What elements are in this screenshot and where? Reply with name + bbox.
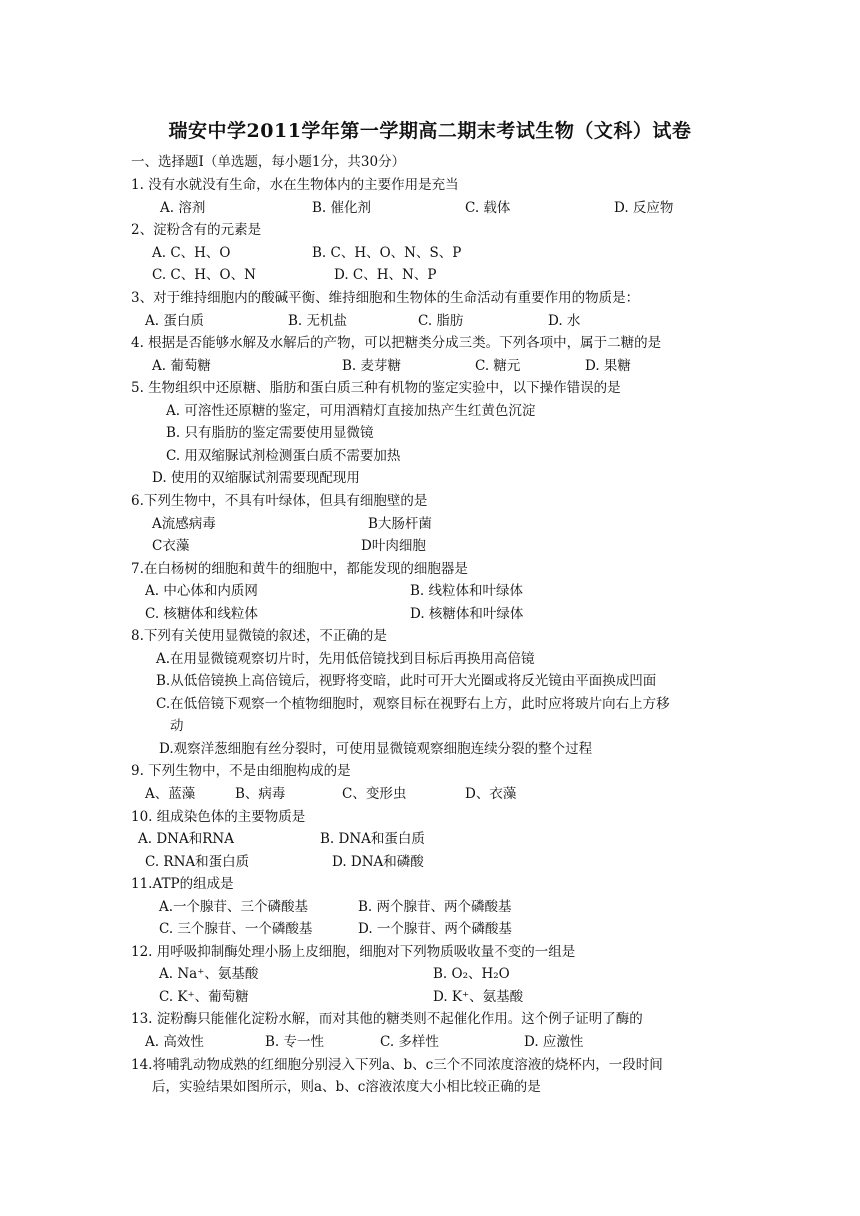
- q10-option-a: A. DNA和RNA: [138, 831, 234, 847]
- q9-option-a: A、蓝藻: [145, 786, 196, 802]
- question-7: 7.在白杨树的细胞和黄牛的细胞中，都能发现的细胞器是: [131, 561, 468, 577]
- q13-option-a: A. 高效性: [145, 1034, 204, 1050]
- q3-option-d: D. 水: [548, 313, 581, 329]
- q11-option-a: A.一个腺苷、三个磷酸基: [159, 899, 309, 915]
- q3-option-a: A. 蛋白质: [145, 313, 204, 329]
- q1-option-b: B. 催化剂: [312, 200, 372, 216]
- q12-option-c: C. K⁺、葡萄糖: [159, 989, 249, 1005]
- question-14-cont: 后，实验结果如图所示，则a、b、c溶液浓度大小相比较正确的是: [152, 1079, 541, 1095]
- q5-option-d: D. 使用的双缩脲试剂需要现配现用: [152, 470, 360, 486]
- q10-option-b: B. DNA和蛋白质: [320, 831, 425, 847]
- q12-option-a: A. Na⁺、氨基酸: [159, 966, 259, 982]
- question-13: 13. 淀粉酶只能催化淀粉水解，而对其他的糖类则不起催化作用。这个例子证明了酶的: [131, 1011, 643, 1027]
- q6-option-d: D叶肉细胞: [361, 538, 426, 554]
- q4-option-a: A. 葡萄糖: [152, 358, 211, 374]
- question-4: 4. 根据是否能够水解及水解后的产物，可以把糖类分成三类。下列各项中，属于二糖的是: [131, 335, 662, 351]
- q10-option-c: C. RNA和蛋白质: [145, 854, 250, 870]
- q4-option-c: C. 糖元: [475, 358, 521, 374]
- question-6: 6.下列生物中，不具有叶绿体，但具有细胞壁的是: [131, 493, 428, 509]
- q7-option-a: A. 中心体和内质网: [145, 583, 258, 599]
- q3-option-b: B. 无机盐: [288, 313, 348, 329]
- question-11: 11.ATP的组成是: [131, 876, 234, 892]
- question-5: 5. 生物组织中还原糖、脂肪和蛋白质三种有机物的鉴定实验中，以下操作错误的是: [131, 380, 621, 396]
- q8-option-c: C.在低倍镜下观察一个植物细胞时，观察目标在视野右上方，此时应将玻片向右上方移: [156, 696, 670, 712]
- q9-option-c: C、变形虫: [342, 786, 407, 802]
- q6-option-c: C衣藻: [152, 538, 190, 554]
- q1-option-a: A. 溶剂: [160, 200, 206, 216]
- q12-option-b: B. O₂、H₂O: [433, 966, 510, 982]
- question-10: 10. 组成染色体的主要物质是: [131, 809, 306, 825]
- q5-option-b: B. 只有脂肪的鉴定需要使用显微镜: [166, 425, 374, 441]
- q5-option-c: C. 用双缩脲试剂检测蛋白质不需要加热: [166, 448, 401, 464]
- q11-option-c: C. 三个腺苷、一个磷酸基: [159, 921, 313, 937]
- question-9: 9. 下列生物中，不是由细胞构成的是: [131, 763, 351, 779]
- q8-option-c-cont: 动: [170, 718, 184, 734]
- q11-option-d: D. 一个腺苷、两个磷酸基: [358, 921, 512, 937]
- q7-option-b: B. 线粒体和叶绿体: [410, 583, 524, 599]
- q10-option-d: D. DNA和磷酸: [332, 854, 424, 870]
- q11-option-b: B. 两个腺苷、两个磷酸基: [358, 899, 512, 915]
- q8-option-d: D.观察洋葱细胞有丝分裂时，可使用显微镜观察细胞连续分裂的整个过程: [159, 741, 593, 757]
- exam-title: 瑞安中学2011学年第一学期高二期末考试生物（文科）试卷: [168, 120, 692, 142]
- question-8: 8.下列有关使用显微镜的叙述，不正确的是: [131, 628, 387, 644]
- q4-option-b: B. 麦芽糖: [342, 358, 402, 374]
- q7-option-d: D. 核糖体和叶绿体: [410, 606, 524, 622]
- q4-option-d: D. 果糖: [585, 358, 631, 374]
- q8-option-a: A.在用显微镜观察切片时，先用低倍镜找到目标后再换用高倍镜: [156, 651, 535, 667]
- q1-option-c: C. 载体: [465, 200, 511, 216]
- question-14: 14.将哺乳动物成熟的红细胞分别浸入下列a、b、c三个不同浓度溶液的烧杯内，一段时间: [131, 1057, 663, 1073]
- q9-option-d: D、衣藻: [465, 786, 517, 802]
- q7-option-c: C. 核糖体和线粒体: [145, 606, 258, 622]
- q5-option-a: A. 可溶性还原糖的鉴定，可用酒精灯直接加热产生红黄色沉淀: [166, 403, 536, 419]
- q3-option-c: C. 脂肪: [418, 313, 464, 329]
- section-heading: 一、选择题Ⅰ（单选题，每小题1分，共30分）: [131, 154, 406, 170]
- q12-option-d: D. K⁺、氨基酸: [433, 989, 524, 1005]
- question-2: 2、淀粉含有的元素是: [131, 222, 262, 238]
- question-1: 1. 没有水就没有生命，水在生物体内的主要作用是充当: [131, 177, 459, 193]
- q6-option-b: B大肠杆菌: [368, 516, 432, 532]
- q13-option-c: C. 多样性: [380, 1034, 439, 1050]
- question-3: 3、对于维持细胞内的酸碱平衡、维持细胞和生物体的生命活动有重要作用的物质是：: [131, 290, 640, 306]
- question-12: 12. 用呼吸抑制酶处理小肠上皮细胞，细胞对下列物质吸收量不变的一组是: [131, 944, 576, 960]
- q2-option-a: A. C、H、O: [152, 245, 231, 261]
- q8-option-b: B.从低倍镜换上高倍镜后，视野将变暗，此时可开大光圈或将反光镜由平面换成凹面: [156, 673, 657, 689]
- q2-option-c: C. C、H、O、N: [152, 267, 256, 283]
- q2-option-d: D. C、H、N、P: [334, 267, 437, 283]
- q13-option-d: D. 应激性: [524, 1034, 584, 1050]
- q1-option-d: D. 反应物: [614, 200, 674, 216]
- q2-option-b: B. C、H、O、N、S、P: [312, 245, 462, 261]
- q13-option-b: B. 专一性: [265, 1034, 325, 1050]
- q6-option-a: A流感病毒: [152, 516, 216, 532]
- q9-option-b: B、病毒: [235, 786, 286, 802]
